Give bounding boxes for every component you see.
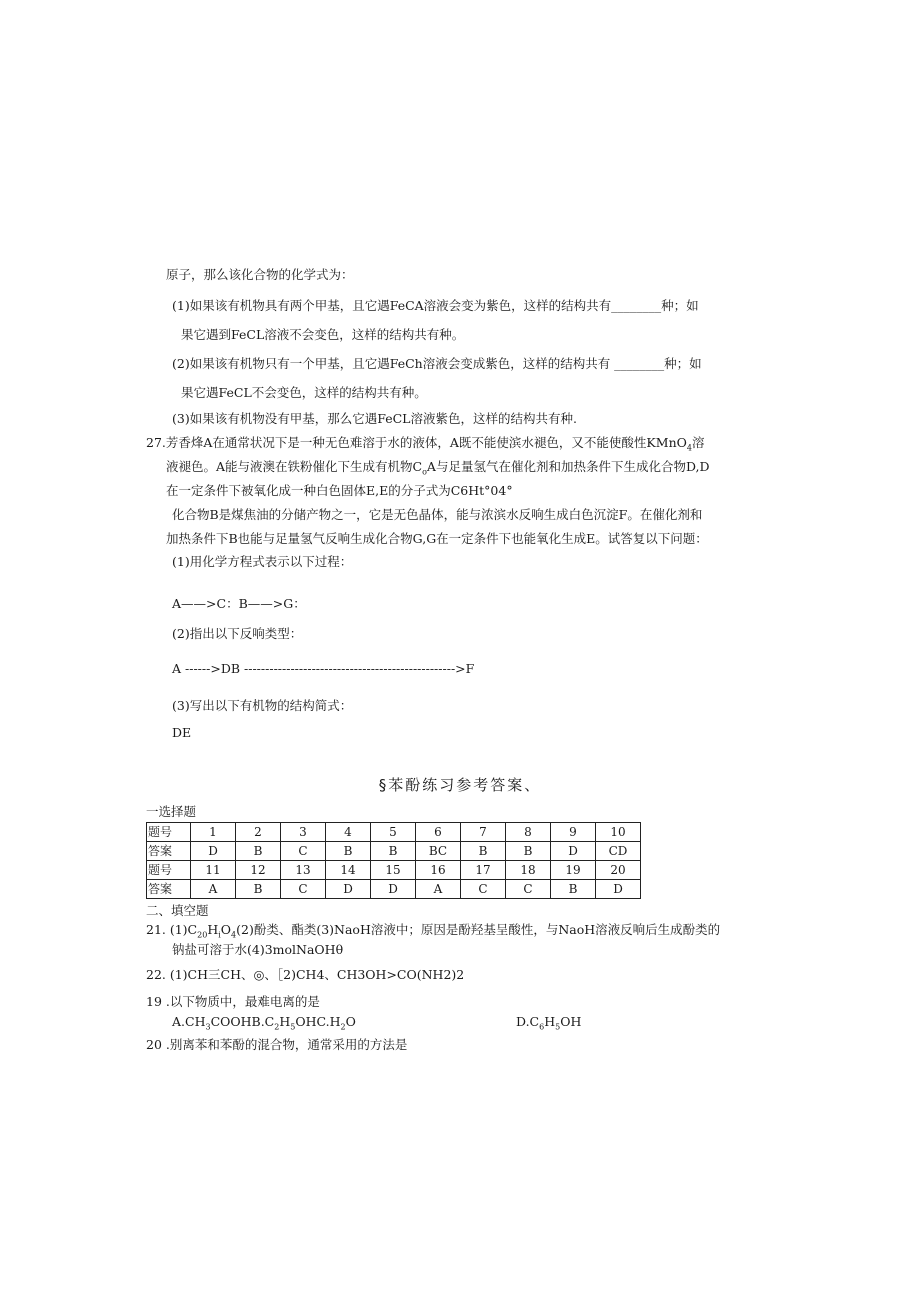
p27-q1: (1)用化学方程式表示以下过程：: [172, 554, 353, 569]
p27-q3: (3)写出以下有机物的结构简式：: [172, 698, 353, 713]
table-cell: B: [461, 842, 506, 861]
table-cell: 6: [416, 823, 461, 842]
p26-q2-line2: 果它遇FeCL不会变色，这样的结构共有种。: [181, 385, 427, 400]
question-19-option-d: $D.C_6H_5OH$: [516, 1014, 582, 1032]
answer-table: [146, 822, 641, 899]
p27-q3-answer: DE: [172, 725, 192, 740]
p27-q2: (2)指出以下反响类型：: [172, 626, 303, 641]
section-fill-heading: 二、填空题: [146, 903, 209, 918]
p27-line1: 27.芳香烽A在通常状况下是一种无色难溶于水的液体，A既不能使滨水褪色，又不能使酸性KMnO$_4$溶: [146, 435, 705, 453]
table-cell: A: [191, 880, 236, 899]
table-row: [147, 861, 641, 880]
question-19: 19 .以下物质中，最难电离的是: [146, 994, 320, 1009]
table-row: [147, 823, 641, 842]
p26-q1-line1: (1)如果该有机物具有两个甲基，且它遇FeCA溶液会变为紫色，这样的结构共有________种；如: [172, 298, 699, 313]
table-cell: 1: [191, 823, 236, 842]
table-cell: D: [191, 842, 236, 861]
table-cell: 15: [371, 861, 416, 880]
table-cell: C: [281, 842, 326, 861]
table-cell: C: [281, 880, 326, 899]
table-cell: C: [461, 880, 506, 899]
table-cell: 13: [281, 861, 326, 880]
p27-line3: 在一定条件下被氧化成一种白色固体E,E的分子式为C6Ht°04°: [166, 483, 513, 498]
table-cell: 19: [551, 861, 596, 880]
table-cell: A: [416, 880, 461, 899]
table-cell: 7: [461, 823, 506, 842]
table-cell: B: [371, 842, 416, 861]
row-label-answer: 答案: [147, 842, 191, 861]
p26-intro: 原子，那么该化合物的化学式为：: [166, 267, 354, 282]
question-20: 20 .别离苯和苯酚的混合物，通常采用的方法是: [146, 1037, 408, 1052]
table-row: [147, 880, 641, 899]
table-cell: D: [371, 880, 416, 899]
answer-21-line2: 钠盐可溶于水(4)3molNaOHθ: [172, 942, 344, 957]
table-cell: 4: [326, 823, 371, 842]
table-cell: B: [236, 880, 281, 899]
table-cell: D: [326, 880, 371, 899]
table-cell: CD: [596, 842, 641, 861]
answer-21-line1: 21. $(1)C_{20}H_iO_4(2)$酚类、酯类(3)NaoH溶液中；原因是酚羟基呈酸性，与NaoH溶液反响后生成酚类的: [146, 922, 721, 940]
table-cell: C: [506, 880, 551, 899]
table-row: [147, 842, 641, 861]
p26-q2-line1: (2)如果该有机物只有一个甲基，且它遇FeCh溶液会变成紫色，这样的结构共有 ________种；如: [172, 356, 702, 371]
table-cell: 9: [551, 823, 596, 842]
table-cell: 17: [461, 861, 506, 880]
answer-title: §苯酚练习参考答案、: [378, 776, 542, 794]
p27-line2: 液褪色。A能与液澳在铁粉催化下生成有机物$C_oA$与足量氢气在催化剂和加热条件下生成化合物D,D: [166, 459, 710, 477]
table-cell: 2: [236, 823, 281, 842]
p27-q2-answer: A ------>DB -------------------------------------------------->F: [172, 661, 475, 676]
row-label-answer: 答案: [147, 880, 191, 899]
row-label-question: 题号: [147, 823, 191, 842]
p26-q1-line2: 果它遇到FeCL溶液不会变色，这样的结构共有种。: [181, 327, 465, 342]
table-cell: 14: [326, 861, 371, 880]
p27-q1-answer: A——>C：B——>G：: [172, 596, 306, 611]
table-cell: B: [236, 842, 281, 861]
p27-line4: 化合物B是煤焦油的分储产物之一，它是无色晶体，能与浓滨水反响生成白色沉淀F。在催化剂和: [172, 507, 703, 522]
table-cell: 10: [596, 823, 641, 842]
table-cell: BC: [416, 842, 461, 861]
table-cell: 18: [506, 861, 551, 880]
table-cell: 5: [371, 823, 416, 842]
p27-line5: 加热条件下B也能与足量氢气反响生成化合物G,G在一定条件下也能氧化生成E。试答复以下问题：: [166, 531, 708, 546]
table-cell: 11: [191, 861, 236, 880]
table-cell: B: [506, 842, 551, 861]
table-cell: D: [596, 880, 641, 899]
table-cell: 20: [596, 861, 641, 880]
p26-q3: (3)如果该有机物没有甲基，那么它遇FeCL溶液紫色，这样的结构共有种.: [172, 411, 577, 426]
section-choice-heading: 一选择题: [146, 804, 197, 819]
row-label-question: 题号: [147, 861, 191, 880]
answer-22: 22. (1)CH三CH、◎、［2)CH4、CH3OH>CO(NH2)2: [146, 967, 465, 982]
question-19-options-abc: $A.CH_3COOHB.C_2H_5OHC.H_2O$: [172, 1014, 356, 1032]
table-cell: 8: [506, 823, 551, 842]
table-cell: D: [551, 842, 596, 861]
table-cell: B: [326, 842, 371, 861]
table-cell: B: [551, 880, 596, 899]
table-cell: 16: [416, 861, 461, 880]
table-cell: 12: [236, 861, 281, 880]
table-cell: 3: [281, 823, 326, 842]
